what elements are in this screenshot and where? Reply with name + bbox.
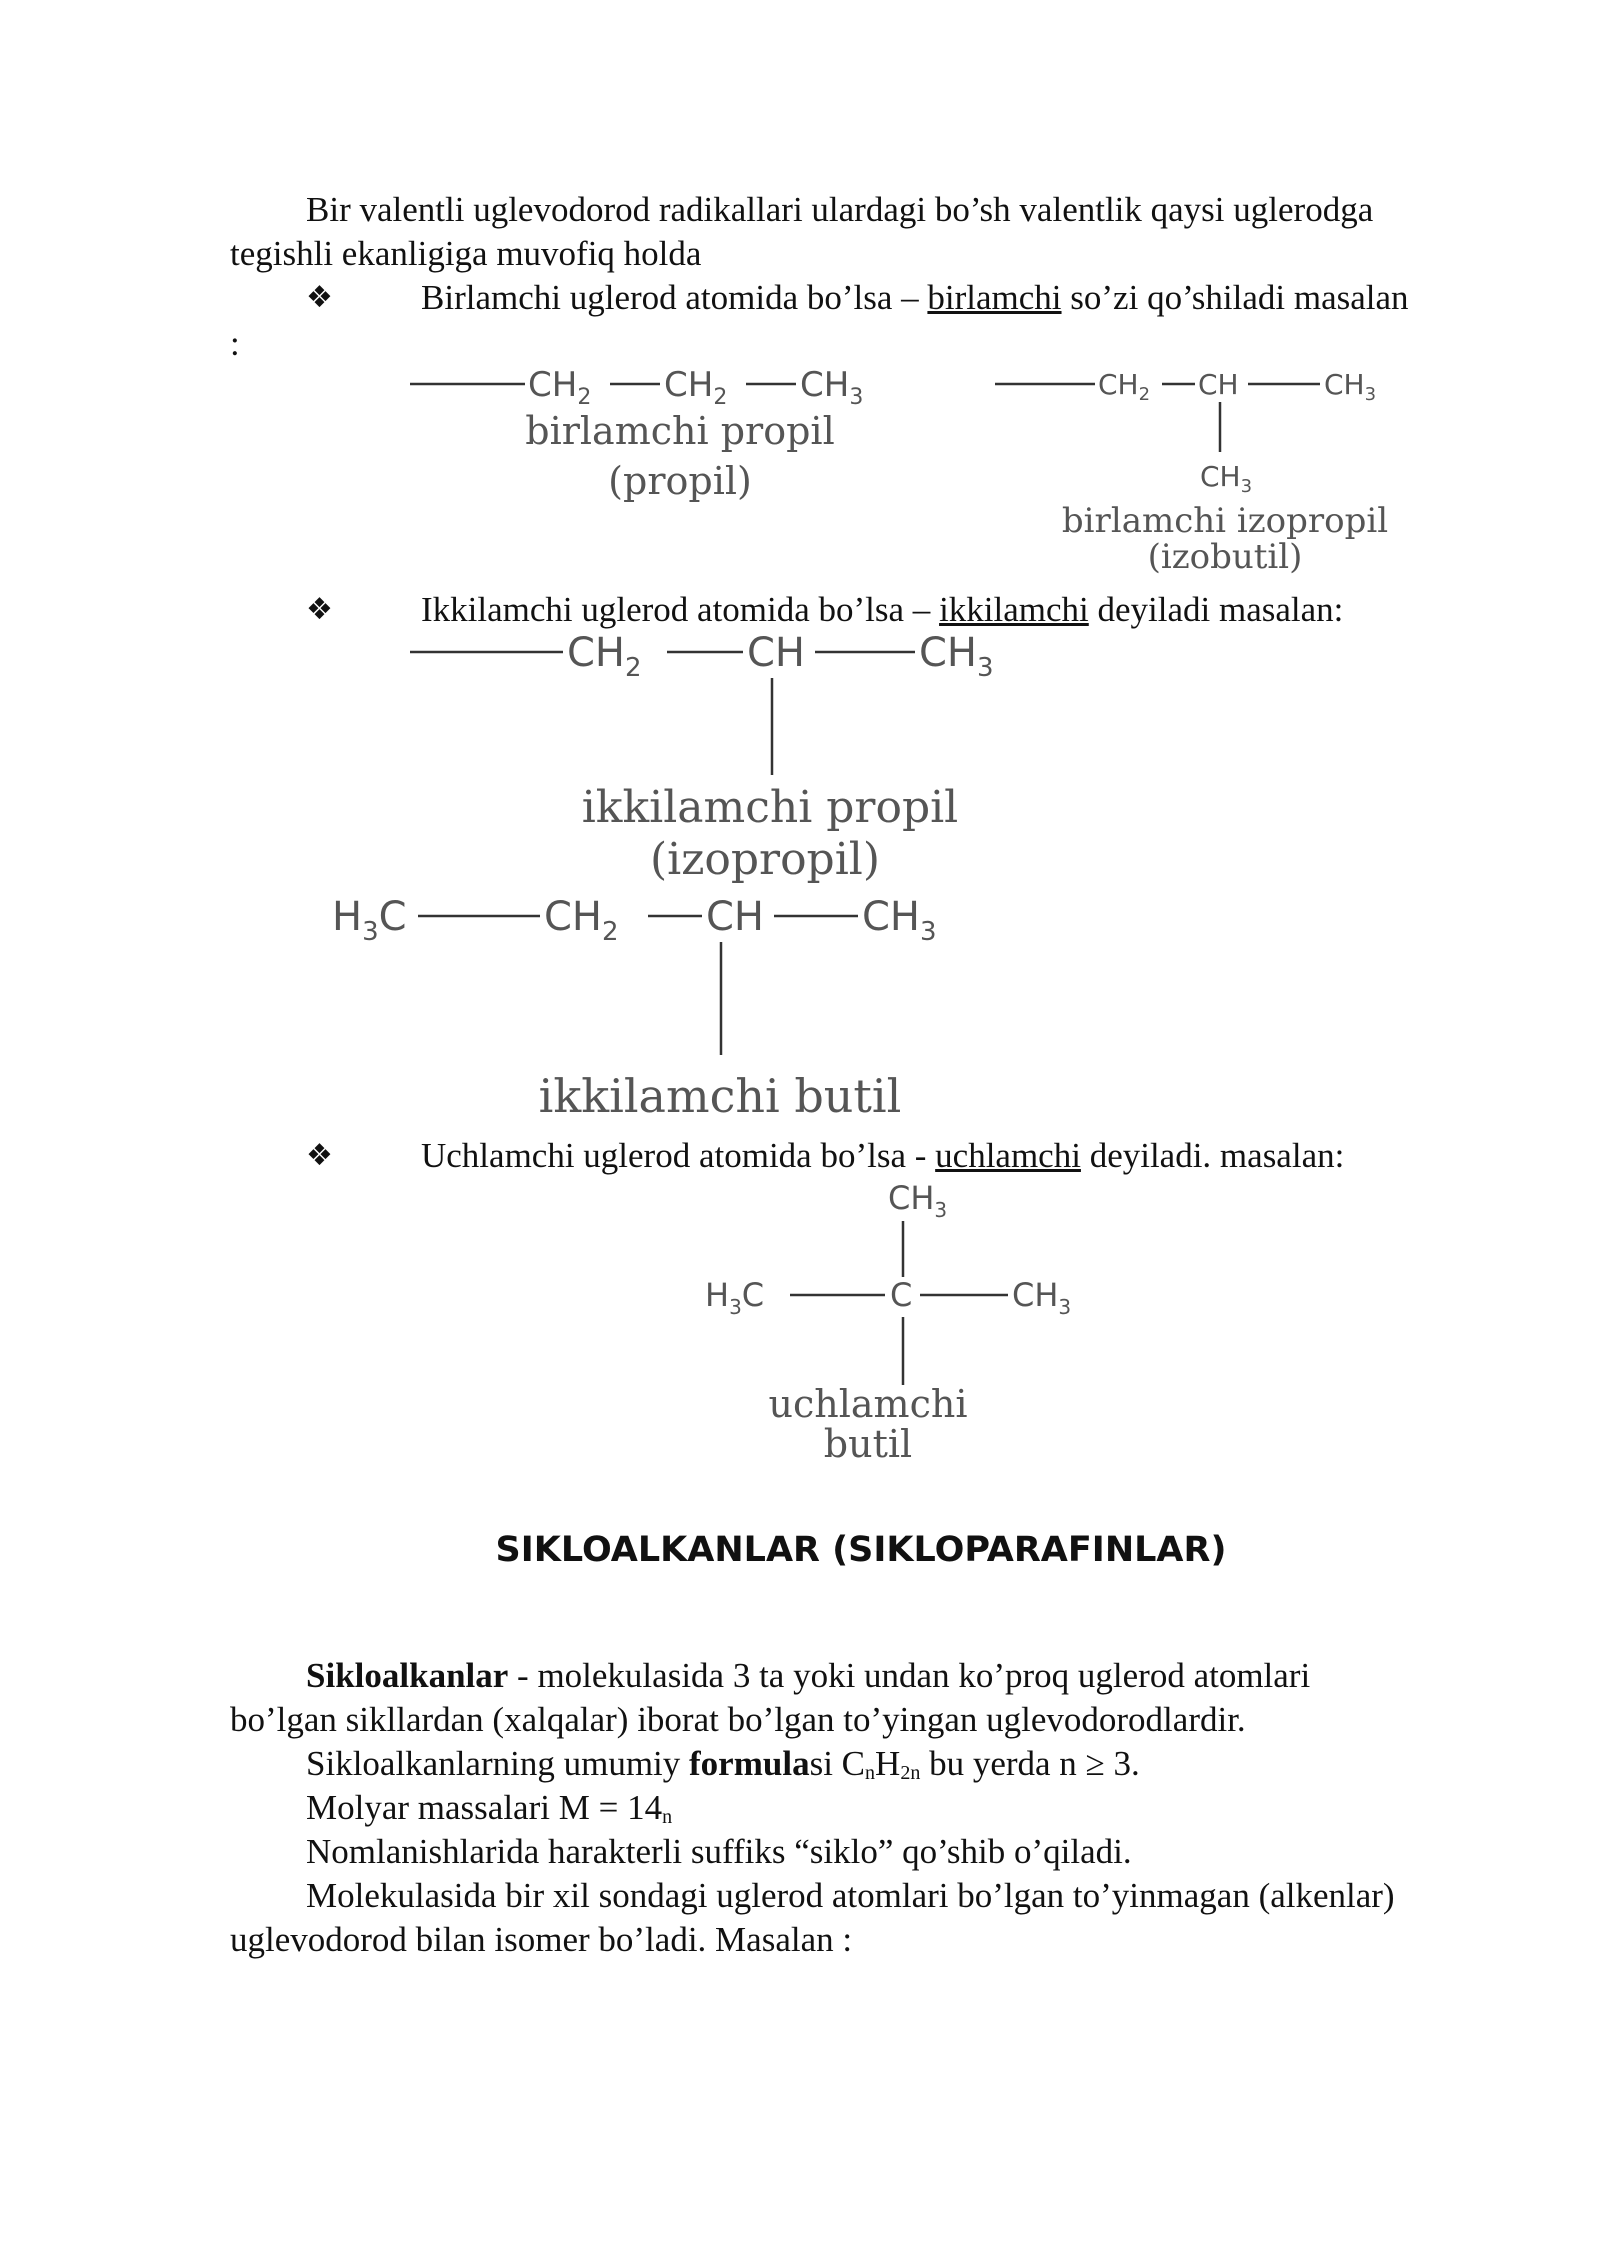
uchlamchi-label: uchlamchi [768,1382,968,1426]
section-heading: SIKLOALKANLAR (SIKLOPARAFINLAR) [495,1530,1227,1570]
diamond-bullet-icon: ❖ [306,592,333,627]
bullet-ikkilamchi [230,588,1488,632]
atom-ch2: $CH_2$ [567,630,642,683]
bullet-birlamchi-colon: : [230,324,240,363]
izopropil-label: (izopropil) [649,834,881,885]
atom-ch2: $CH_2$ [1098,368,1151,405]
atom-ch3: $CH_3$ [888,1179,948,1222]
bullet-uchlamchi-text: Uchlamchi uglerod atomida bo’lsa - uchlamchi deyiladi. masalan: [421,1136,1345,1175]
sikloalkanlar-definition-line-1: Sikloalkanlar - molekulasida 3 ta yoki undan ko’proq uglerod atomlari [306,1656,1311,1695]
ikkilamchi-propil-label: ikkilamchi propil [581,782,959,833]
birlamchi-izopropil-formula [990,360,1410,580]
bullet-uchlamchi [230,1134,1488,1178]
intro-line-1: Bir valentli uglevodorod radikallari ulardagi bo’sh valentlik qaysi uglerodga [306,190,1374,229]
bullet-birlamchi [230,276,1488,320]
atom-ch3: $CH_3$ [862,894,937,947]
butil-label: butil [823,1422,913,1466]
atom-ch3: $CH_3$ [1324,368,1377,405]
atom-ch2: $CH_2$ [544,894,619,947]
atom-ch2: $CH_2$ [528,365,592,410]
naming-line: Nomlanishlarida harakterli suffiks “siklo” qo’shib o’qiladi. [306,1832,1132,1871]
atom-ch3: $CH_3$ [1200,460,1253,497]
atom-ch3: $CH_3$ [1012,1276,1072,1319]
birlamchi-propil-label: birlamchi propil [525,409,835,453]
isomer-line-2: uglevodorod bilan isomer bo’ladi. Masalan : [230,1920,853,1959]
atom-h3c: $H_3C$ [705,1276,765,1319]
atom-ch3: $CH_3$ [800,365,864,410]
birlamchi-izopropil-label: birlamchi izopropil [1061,501,1389,541]
atom-ch: CH [706,894,765,940]
atom-ch: CH [1198,368,1239,401]
propil-label: (propil) [608,459,752,503]
diamond-bullet-icon: ❖ [306,280,333,315]
ikkilamchi-butil-formula [330,890,990,1130]
ikkilamchi-butil-label: ikkilamchi butil [538,1069,902,1123]
intro-line-2: tegishli ekanligiga muvofiq holda [230,234,702,273]
birlamchi-propil-formula [400,360,920,520]
ikkilamchi-propil-formula [405,630,1045,890]
general-formula-line: Sikloalkanlarning umumiy formulasi $C_nH_{2n}$ bu yerda n ≥ 3. [306,1744,1140,1784]
diamond-bullet-icon: ❖ [306,1138,333,1173]
bullet-birlamchi-text: Birlamchi uglerod atomida bo’lsa – birlamchi so’zi qo’shiladi masalan [421,278,1409,317]
uchlamchi-butil-formula [700,1175,1120,1475]
bullet-ikkilamchi-text: Ikkilamchi uglerod atomida bo’lsa – ikkilamchi deyiladi masalan: [421,590,1344,629]
molar-mass-line: Molyar massalari $M = 14_n$ [306,1788,673,1828]
sikloalkanlar-definition-line-2: bo’lgan sikllardan (xalqalar) iborat bo’lgan to’yingan uglevodorodlardir. [230,1700,1246,1739]
atom-c: C [890,1276,913,1314]
atom-ch2: $CH_2$ [664,365,728,410]
isomer-line-1: Molekulasida bir xil sondagi uglerod atomlari bo’lgan to’yinmagan (alkenlar) [306,1876,1395,1915]
atom-ch3: $CH_3$ [919,630,994,683]
izobutil-label: (izobutil) [1147,537,1303,577]
atom-h3c: $H_3C$ [332,894,407,947]
atom-ch: CH [747,630,806,676]
